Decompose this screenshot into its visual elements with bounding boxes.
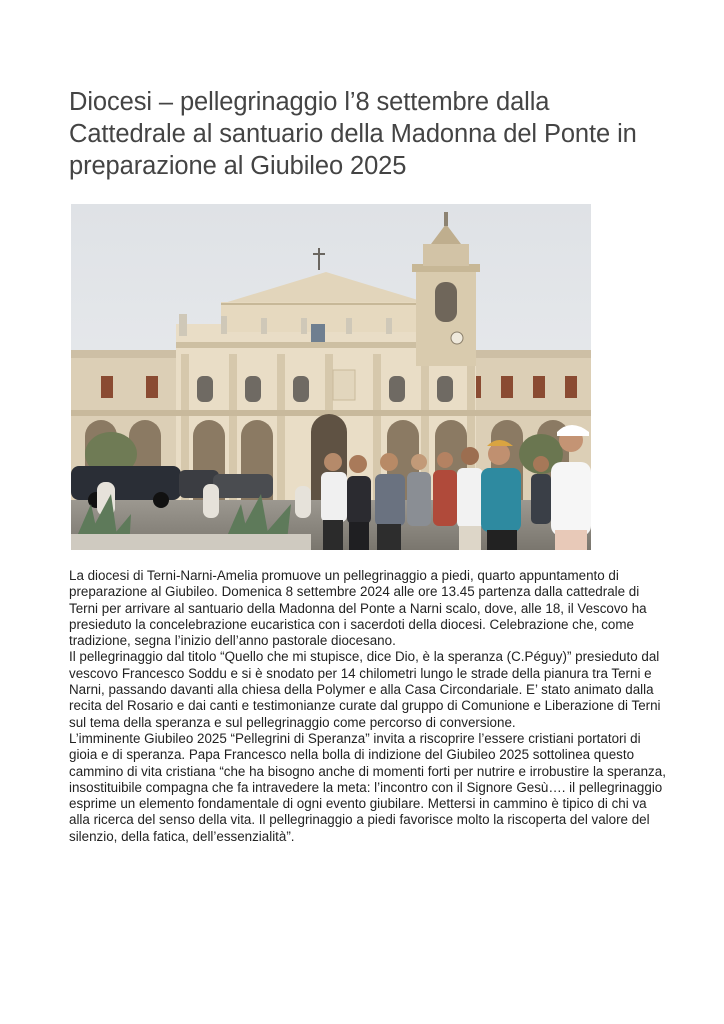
cathedral-photo — [71, 204, 591, 550]
paragraph-3: L’imminente Giubileo 2025 “Pellegrini di Speranza” invita a riscoprire l’essere cristiani portatori di gioia e di speranza. Papa Francesco nella bolla di indizione del Giubileo 2025 sottolinea questo cammino di vita cristiana “che ha bisogno anche di momenti forti per nutrire e irrobustire la speranza, insostituibile compagna che fa intravedere la meta: l’incontro con il Signore Gesù…. il pellegrinaggio esprime un elemento fondamentale di ogni evento giubilare. Mettersi in cammino è tipico di chi va alla ricerca del senso della vita. Il pellegrinaggio a piedi favorisce molto la riscoperta del valore del silenzio, della fatica, dell’essenzialità”. — [69, 730, 666, 844]
article-title: Diocesi – pellegrinaggio l’8 settembre dalla Cattedrale al santuario della Madonna del Ponte in preparazione al Giubileo 2025 — [69, 88, 637, 180]
article-body — [69, 568, 669, 845]
paragraph-2: Il pellegrinaggio dal titolo “Quello che mi stupisce, dice Dio, è la speranza (C.Péguy)” presieduto dal vescovo Francesco Soddu e si è snodato per 14 chilometri lungo le strade della pianura tra Terni e Narni, passando davanti alla chiesa della Polymer e alla Casa Circondariale. E’ stato animato dalla recita del Rosario e dai canti e testimonianze curate dal gruppo di Comunione e Liberazione di Terni sul tema della speranza e sul pellegrinaggio come percorso di conversione. — [69, 649, 661, 730]
paragraph-1: La diocesi di Terni-Narni-Amelia promuove un pellegrinaggio a piedi, quarto appuntamento di preparazione al Giubileo. Domenica 8 settembre 2024 alle ore 13.45 partenza dalla cattedrale di Terni per arrivare al santuario della Madonna del Ponte a Narni scalo, dove, alle 18, il Vescovo ha presieduto la concelebrazione eucaristica con i sacerdoti della diocesi. Celebrazione che, come tradizione, segna l’inizio dell’anno pastorale diocesano. — [69, 568, 647, 649]
